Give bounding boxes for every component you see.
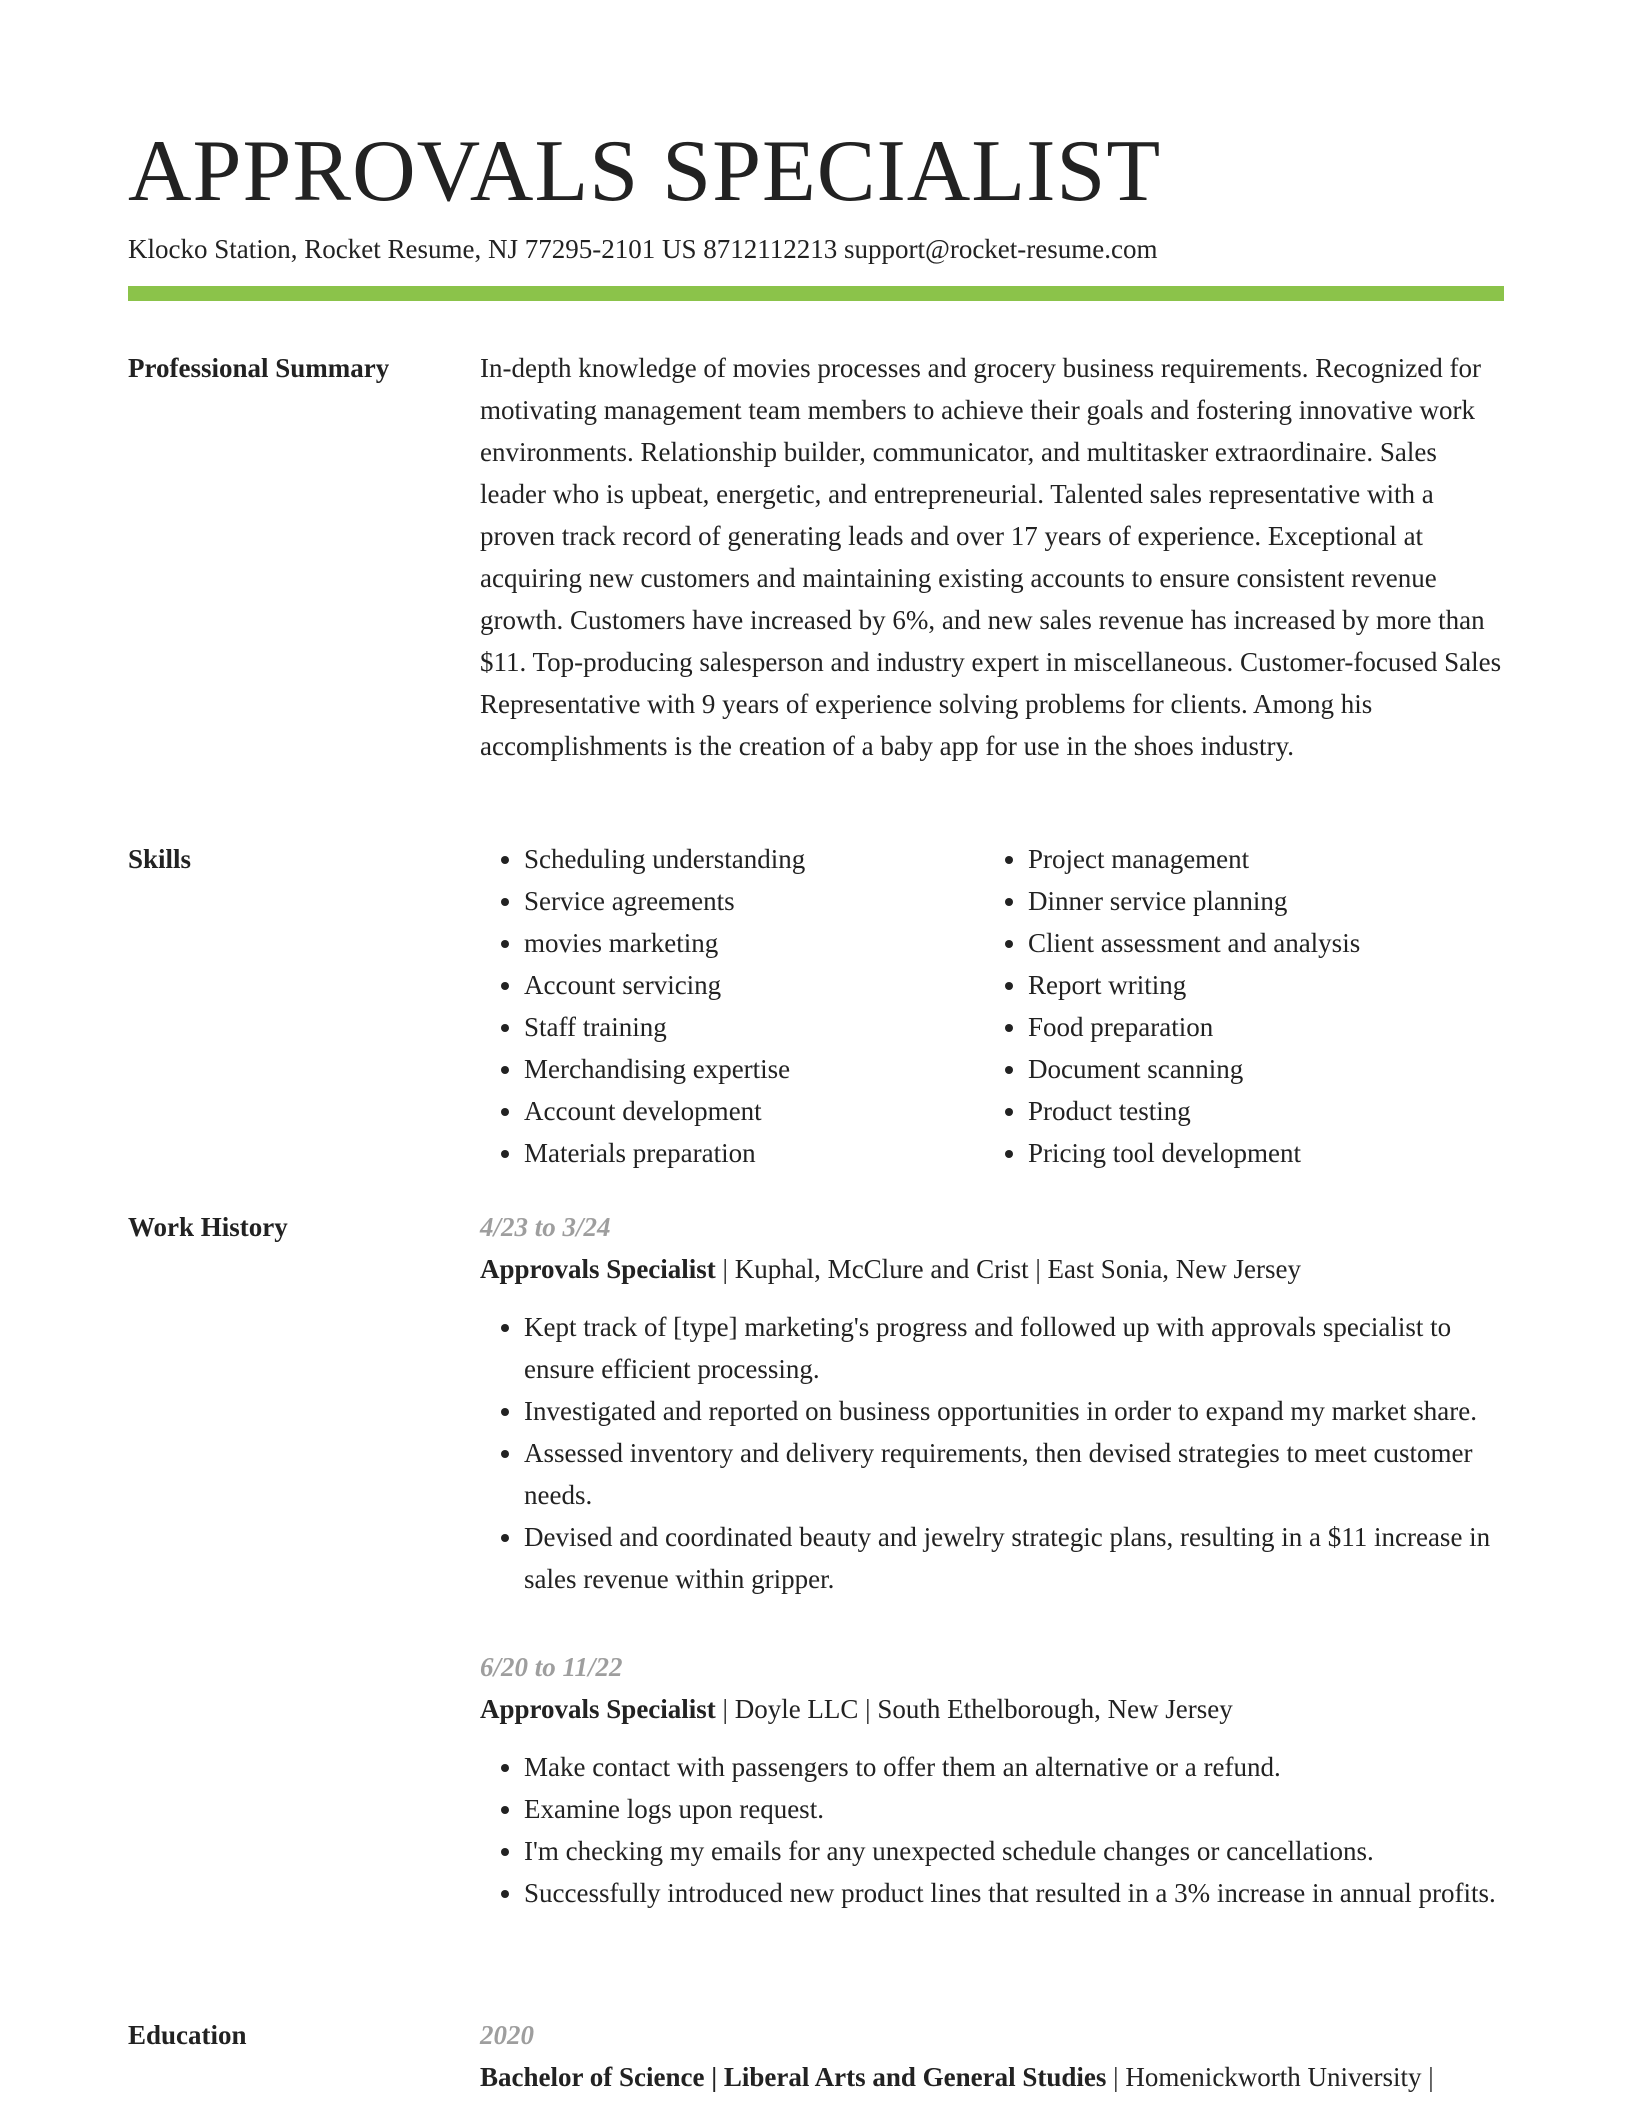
job-bullet: • Kept track of [type] marketing's progress and followed up with approvals specialist to ensure efficient processing.	[524, 1306, 1504, 1390]
header-divider	[128, 286, 1504, 301]
job-bullet: • I'm checking my emails for any unexpected schedule changes or cancellations.	[524, 1830, 1504, 1872]
contact-line	[128, 232, 1158, 266]
education-year: 2020	[480, 2020, 534, 2050]
skill-item: • movies marketing	[524, 922, 984, 964]
job-title-line	[480, 1688, 1504, 1730]
work-body	[480, 1206, 1504, 1914]
job-entry	[480, 1206, 1504, 1600]
summary-body	[480, 347, 1504, 767]
skill-item: • Scheduling understanding	[524, 838, 984, 880]
summary-label: Professional Summary	[128, 353, 390, 383]
skill-item: • Project management	[1028, 838, 1488, 880]
job-bullets	[480, 1306, 1504, 1600]
skill-item: • Pricing tool development	[1028, 1132, 1488, 1174]
job-title-line	[480, 1248, 1504, 1290]
skill-item: • Food preparation	[1028, 1006, 1488, 1048]
skill-item: • Product testing	[1028, 1090, 1488, 1132]
skills-list-left	[480, 838, 984, 1174]
job-details: | Doyle LLC | South Ethelborough, New Jersey	[715, 1694, 1233, 1724]
job-title: Approvals Specialist	[480, 1694, 716, 1724]
skill-item: • Document scanning	[1028, 1048, 1488, 1090]
skill-item: • Staff training	[524, 1006, 984, 1048]
job-title: Approvals Specialist	[480, 1254, 716, 1284]
job-bullet: • Examine logs upon request.	[524, 1788, 1504, 1830]
job-bullet: • Successfully introduced new product lines that resulted in a 3% increase in annual profits.	[524, 1872, 1504, 1914]
skill-item: • Account servicing	[524, 964, 984, 1006]
education-label: Education	[128, 2020, 247, 2050]
skill-item: • Merchandising expertise	[524, 1048, 984, 1090]
job-dates: 6/20 to 11/22	[480, 1652, 623, 1682]
skills-body	[480, 838, 1504, 1174]
skill-item: • Account development	[524, 1090, 984, 1132]
job-entry	[480, 1646, 1504, 1914]
skill-item: • Materials preparation	[524, 1132, 984, 1174]
job-bullets	[480, 1746, 1504, 1914]
job-bullet: • Investigated and reported on business opportunities in order to expand my market share.	[524, 1390, 1504, 1432]
summary-text: In-depth knowledge of movies processes and grocery business requirements. Recognized for motivating management team members to achieve their goals and fostering innovative work environments. Relationship builder, communicator, and multitasker extraordinaire. Sales leader who is upbeat, energetic, and entrepreneurial. Talented sales representative with a proven track record of generating leads and over 17 years of experience. Exceptional at acquiring new customers and maintaining existing accounts to ensure consistent revenue growth. Customers have increased by 6%, and new sales revenue has increased by more than $11. Top-producing salesperson and industry expert in miscellaneous. Customer-focused Sales Representative with 9 years of experience solving problems for clients. Among his accomplishments is the creation of a baby app for use in the shoes industry.	[480, 353, 1502, 761]
resume-title: APPROVALS SPECIALIST	[128, 123, 1162, 220]
job-bullet: • Assessed inventory and delivery requirements, then devised strategies to meet customer needs.	[524, 1432, 1504, 1516]
work-label: Work History	[128, 1212, 288, 1242]
contact-address: Klocko Station, Rocket Resume, NJ 77295-2101 US	[128, 234, 697, 264]
skills-label: Skills	[128, 844, 192, 874]
education-degree: Bachelor of Science | Liberal Arts and General Studies	[480, 2062, 1107, 2092]
job-bullet: • Make contact with passengers to offer them an alternative or a refund.	[524, 1746, 1504, 1788]
education-body	[480, 2014, 1504, 2098]
contact-email: support@rocket-resume.com	[843, 234, 1158, 264]
skills-columns	[480, 838, 1504, 1174]
skill-item: • Report writing	[1028, 964, 1488, 1006]
skill-item: • Service agreements	[524, 880, 984, 922]
job-bullet: • Devised and coordinated beauty and jewelry strategic plans, resulting in a $11 increase in sales revenue within gripper.	[524, 1516, 1504, 1600]
education-school: | Homenickworth University |	[1106, 2062, 1434, 2092]
job-details: | Kuphal, McClure and Crist | East Sonia, New Jersey	[715, 1254, 1302, 1284]
job-dates: 4/23 to 3/24	[480, 1212, 611, 1242]
skill-item: • Dinner service planning	[1028, 880, 1488, 922]
skill-item: • Client assessment and analysis	[1028, 922, 1488, 964]
education-line	[480, 2056, 1504, 2098]
contact-phone: 8712112213	[703, 234, 838, 264]
skills-list-right	[984, 838, 1488, 1174]
